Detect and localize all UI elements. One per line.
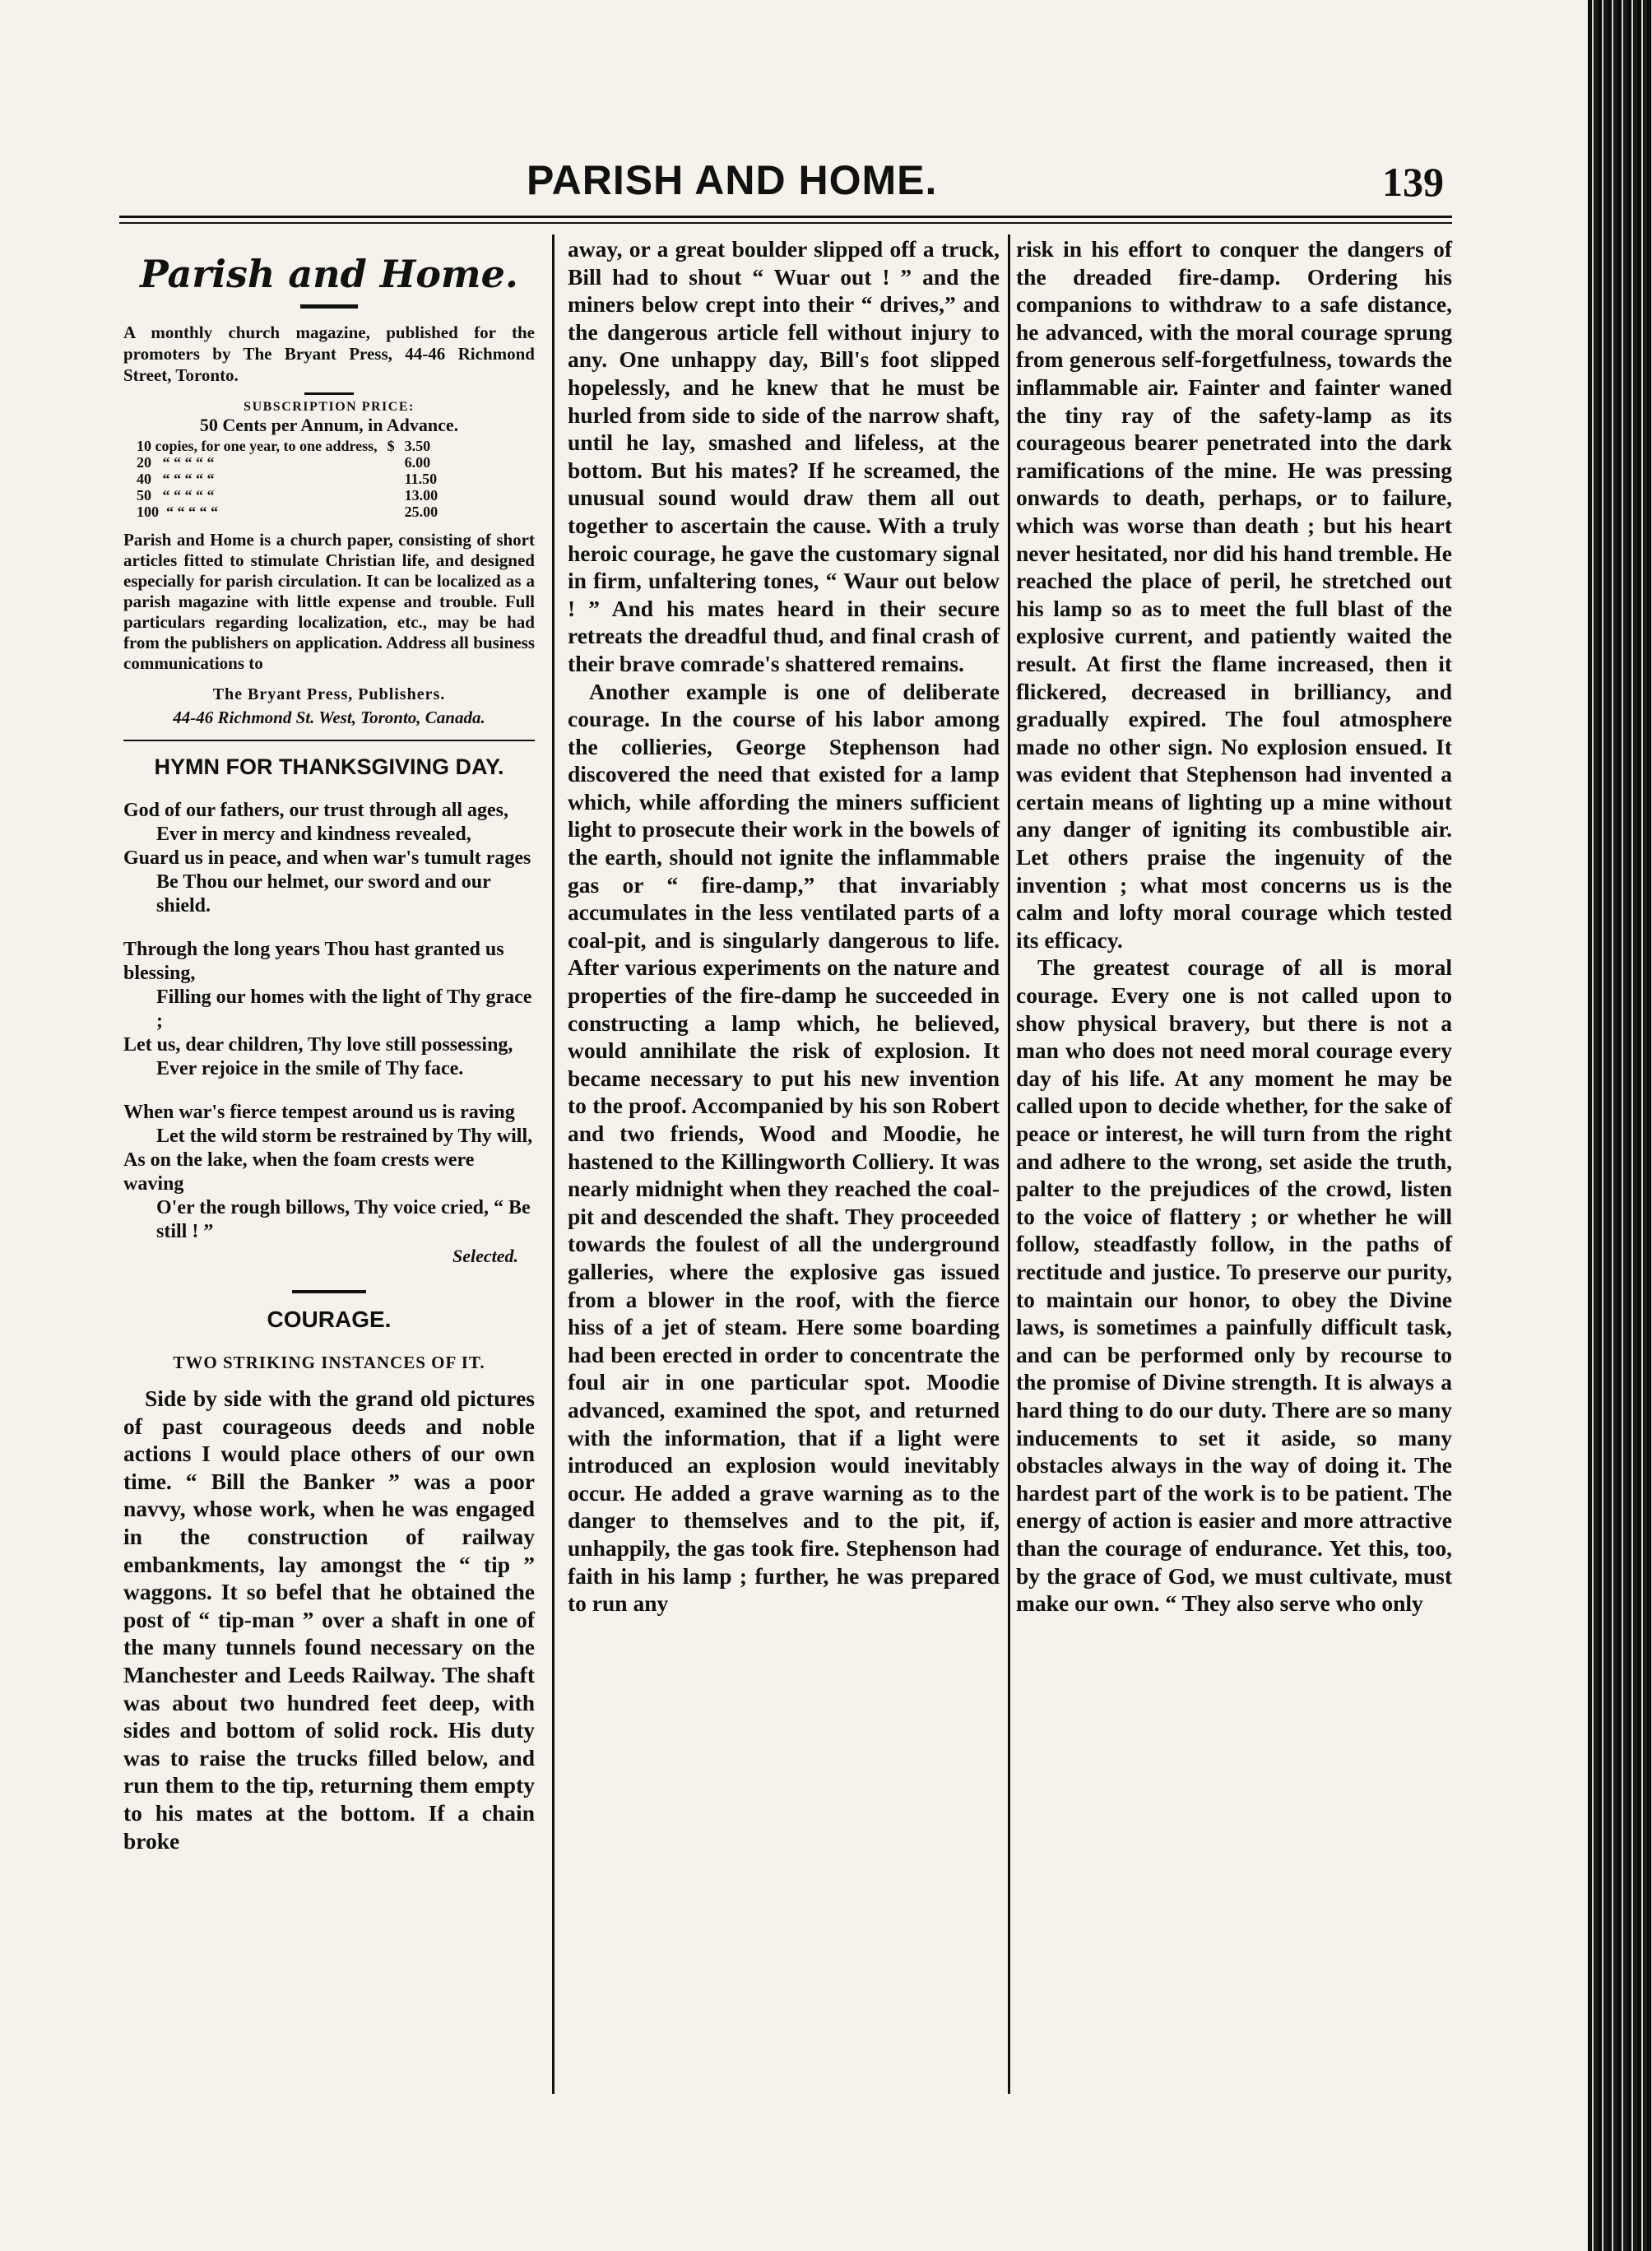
hymn-line: O'er the rough billows, Thy voice cried, “ Be still ! ” [156,1197,531,1242]
rate-quantity [132,454,383,471]
hymn-source: Selected. [452,1246,518,1266]
article-text-col1 [123,1385,535,1854]
paragraph: away, or a great boulder slipped off a truck, Bill had to shout “ Wuar out ! ” and the miners below crept into their “ drives,” and the dangerous article fell without injury to any. One unhappy day, Bill's foot slipped hopelessly, and he knew that he must be hurled from side to side of the narrow shaft, until he lay, smashed and lifeless, at the bottom. But his mates? If he screamed, the unusual sound would draw them all out together to ascertain the cause. With a truly heroic courage, he gave the customary signal in firm, unfaltering tones, “ Waur out below ! ” And his mates heard in their secure retreats the dreadful thud, and final crash of their brave comrade's shattered remains. [568,236,1000,676]
middle-column [568,235,1000,1617]
ditto-marks: “ “ “ “ “ [162,487,215,504]
hymn-line: Filling our homes with the light of Thy grace ; [156,986,532,1032]
rate-quantity-value: 40 [137,471,151,487]
rate-row [132,487,443,504]
book-page-edges [1588,0,1652,2251]
rate-quantity [132,471,383,487]
left-column [123,235,535,1854]
hymn-stanza [123,1101,535,1244]
article-title: COURAGE. [267,1307,392,1332]
rate-quantity-value: 50 [137,487,151,504]
hymn-stanza [123,938,535,1081]
rate-amount: 3.50 [404,438,431,454]
ditto-marks: “ “ “ “ “ [162,454,215,471]
rate-currency [383,487,400,504]
rate-currency [383,504,400,520]
article-text-col3 [1016,235,1452,1617]
article-subtitle: TWO STRIKING INSTANCES OF IT. [173,1353,485,1372]
hymn-line: As on the lake, when the foam crests were waving [123,1149,475,1195]
rate-amount: 6.00 [404,454,431,471]
hymn-line: Ever rejoice in the smile of Thy face. [156,1058,464,1079]
right-column [1016,235,1452,1617]
hymn-line: Let us, dear children, Thy love still possessing, [123,1034,513,1056]
hymn-line: Let the wild storm be restrained by Thy will, [156,1126,533,1147]
hymn-title: HYMN FOR THANKSGIVING DAY. [154,754,504,779]
rate-quantity-value: 20 [137,454,151,471]
rate-quantity-value: 100 [137,504,159,520]
column-divider [552,234,555,2094]
rate-amount: 25.00 [404,504,439,520]
hymn-line: When war's fierce tempest around us is raving [123,1102,515,1123]
publisher-name: The Bryant Press, Publishers. [212,685,446,703]
hymn-stanza [123,799,535,918]
hymn-line: Be Thou our helmet, our sword and our shield. [156,871,491,917]
rate-amount: 13.00 [404,487,439,504]
rate-row [132,438,443,454]
paragraph: Side by side with the grand old pictures of past courageous deeds and noble actions I would place others of our own time. “ Bill the Banker ” was a poor navvy, whose work, when he was engaged in the construction of railway embankments, lay amongst the “ tip ” waggons. It so befel that he obtained the post of “ tip-man ” over a shaft in one of the many tunnels found necessary on the Manchester and Leeds Railway. The shaft was about two hundred feet deep, with sides and bottom of solid rock. His duty was to raise the trucks filled below, and run them to the tip, returning them empty to his mates at the bottom. If a chain broke [123,1385,535,1854]
masthead-intro: A monthly church magazine, published for the promoters by The Bryant Press, 44-46 Richmond Street, Toronto. [123,323,535,385]
rate-row [132,454,443,471]
rate-currency: $ [387,438,395,454]
rate-quantity: 10 copies, for one year, to one address, [137,438,378,454]
rate-quantity [132,487,383,504]
rate-row [132,471,443,487]
rate-amount: 11.50 [404,471,438,487]
page-number: 139 [1382,159,1444,205]
ditto-marks: “ “ “ “ “ [162,471,215,487]
header-rule [119,216,1452,218]
running-title: PARISH AND HOME. [527,157,938,203]
hymn-line: Through the long years Thou hast granted us blessing, [123,939,504,984]
ditto-marks: “ “ “ “ “ [166,504,218,520]
hymn-line: Ever in mercy and kindness revealed, [156,824,471,845]
article-text-col2 [568,235,1000,1617]
hymn-line: God of our fathers, our trust through all ages, [123,800,509,821]
rate-quantity [132,504,383,520]
divider [304,392,354,395]
divider [292,1290,366,1293]
hymn-line: Guard us in peace, and when war's tumult rages [123,847,531,869]
masthead-title: Parish and Home. [140,252,518,296]
column-divider [1008,234,1010,2094]
masthead-notice: Parish and Home is a church paper, consisting of short articles fitted to stimulate Christian life, and designed especially for parish circulation. It can be localized as a parish magazine with little expense and trouble. Full particulars regarding localization, etc., may be had from the publishers on application. Address all business communications to [123,530,535,673]
rate-row [132,504,443,520]
paragraph: risk in his effort to conquer the dangers of the dreaded fire-damp. Ordering his companions to withdraw to a safe distance, he advanced, with the moral courage sprung from generous self-forgetfulness, towards the inflammable air. Fainter and fainter waned the tiny ray of the safety-lamp as its courageous bearer penetrated into the dark ramifications of the mine. He was pressing onwards to death, perhaps, or to failure, which was worse than death ; but his heart never hesitated, nor did his hand tremble. He reached the place of peril, he stretched out his lamp so as to meet the full blast of the explosive current, and patiently waited the result. At first the flame increased, then it flickered, decreased in brilliancy, and gradually expired. The foul atmosphere made no other sign. No explosion ensued. It was evident that Stephenson had invented a certain means of lighting up a mine without any danger of igniting its combustible air. Let others praise the ingenuity of the invention ; what most concerns us is the calm and lofty moral courage which tested its efficacy. [1016,236,1452,953]
paragraph: Another example is one of deliberate courage. In the course of his labor among the collieries, George Stephenson had discovered the need that existed for a lamp which, while affording the miners sufficient light to prosecute their work in the bowels of the earth, should not ignite the inflammable gas or “ fire-damp,” that invariably accumulates in the less ventilated parts of a coal-pit, and is singularly dangerous to life. After various experiments on the nature and properties of the fire-damp he succeeded in constructing a lamp which, he believed, would annihilate the risk of explosion. It became necessary to put his new invention to the proof. Accompanied by his son Robert and two friends, Wood and Moodie, he hastened to the Killingworth Colliery. It was nearly midnight when they reached the coal-pit and descended the shaft. They proceeded towards the foulest of all the underground galleries, where the explosive gas issued from a blower in the roof, with the fierce hiss of a jet of steam. Here some boarding had been erected in order to concentrate the foul air in one particular spot. Moodie advanced, examined the spot, and returned with the information, that if a light were introduced an explosion would inevitably occur. He added a grave warning as to the danger to themselves and to the pit, if, unhappily, the gas took fire. Stephenson had faith in his lamp ; further, he was prepared to run any [568,678,1000,1617]
rates-table [132,438,443,520]
divider [300,304,358,309]
subscription-price: 50 Cents per Annum, in Advance. [199,415,459,435]
rate-currency [383,471,400,487]
publisher-address: 44-46 Richmond St. West, Toronto, Canada. [173,708,485,727]
paragraph: The greatest courage of all is moral courage. Every one is not called upon to show physical bravery, but there is not a man who does not need moral courage every day of his life. At any moment he may be called upon to decide whether, for the sake of peace or interest, he will turn from the right and adhere to the wrong, set aside the truth, palter to the prejudices of the crowd, listen to the voice of flattery ; or whether he will follow, steadfastly follow, in the paths of rectitude and justice. To preserve our purity, to maintain our honor, to obey the Divine laws, is sometimes a painfully difficult task, and can be performed only by recourse to the promise of Divine strength. It is always a hard thing to do our duty. There are so many inducements to set it aside, so many obstacles always in the way of doing it. The hardest part of the work is to be patient. The energy of action is easier and more attractive than the courage of endurance. Yet this, too, by the grace of God, we must cultivate, must make our own. “ They also serve who only [1016,954,1452,1617]
header-rule-secondary [119,222,1452,224]
section-rule [123,740,535,741]
rate-currency [383,454,400,471]
subscription-label: SUBSCRIPTION PRICE: [244,400,415,414]
